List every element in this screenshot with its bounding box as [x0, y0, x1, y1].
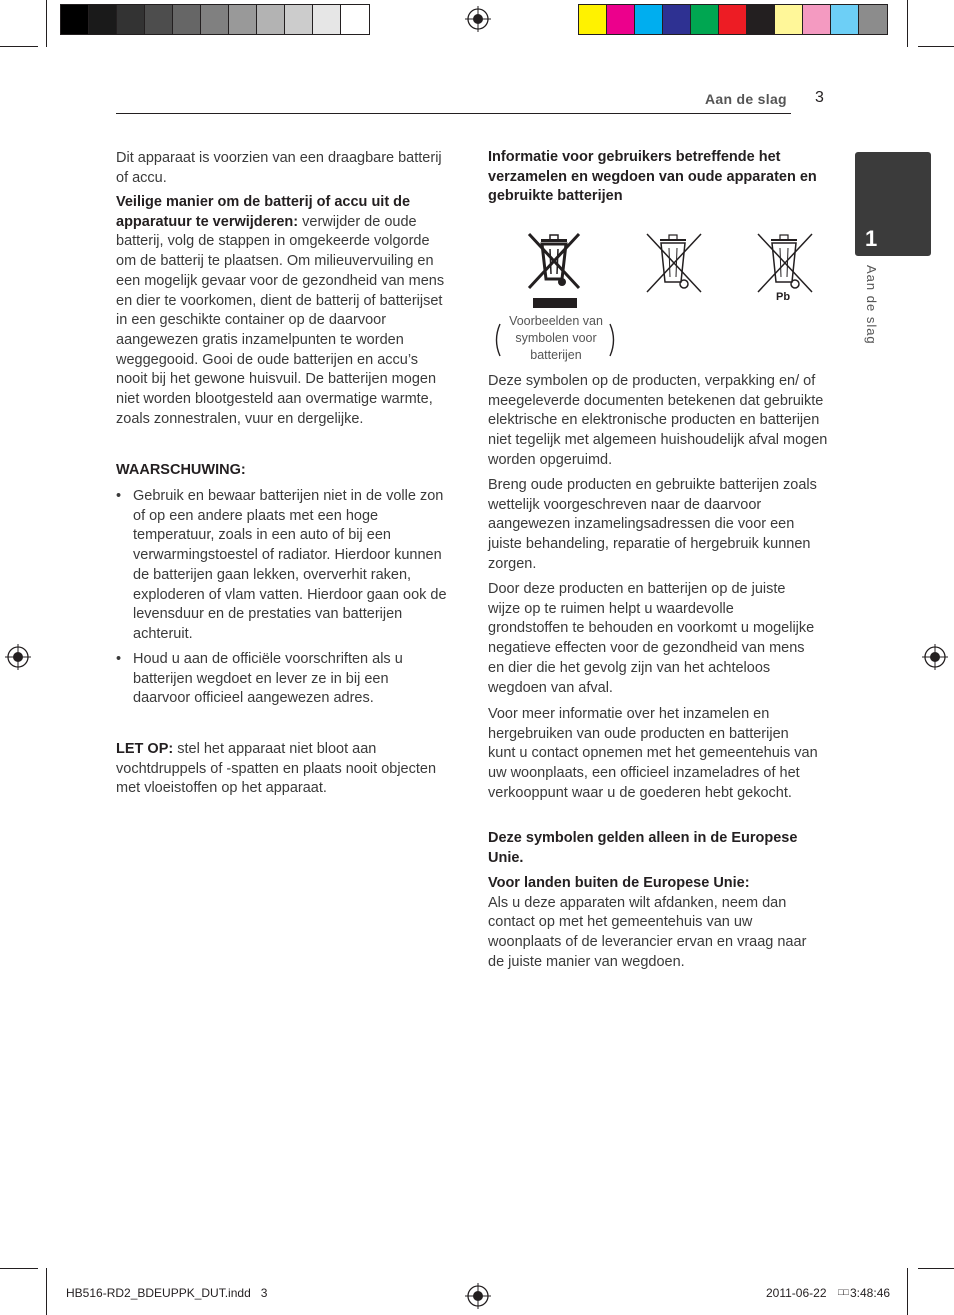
weee-paragraph-4: Voor meer informatie over het inzamelen en hergebruiken van oude producten en batterijen kunt u contact opnemen met het gemeentehuis van uw woonplaats, een officieel inzameladres of het verkooppunt waar u de goederen hebt gekocht.	[488, 706, 818, 801]
non-eu-paragraph	[488, 874, 818, 973]
color-swatch	[719, 5, 747, 34]
gray-swatch	[117, 5, 145, 34]
gray-swatch	[89, 5, 117, 34]
color-swatch	[831, 5, 859, 34]
battery-removal-text: verwijder de oude batterij, volg de stappen in omgekeerde volgorde om de batterij te plaatsen. Om milieuvervuiling en een mogelijk gevaar voor de gezondheid van mens en dier te voorkomen, dient de batterij of batterijset in een geschikte container op de daarvoor aangewezen gratis inzamelpunten te worden weggegooid. Gooi de oude batterijen en accu’s nooit bij het gewone huisvuil. De batterijen mogen niet worden blootgesteld aan overmatige warmte, zoals zonnestralen, vuur en dergelijke.	[116, 213, 445, 427]
header-rule	[116, 113, 791, 114]
color-swatch	[747, 5, 775, 34]
crop-mark	[918, 46, 954, 47]
left-bracket-icon	[490, 322, 502, 358]
caution-label: LET OP:	[116, 741, 174, 757]
crop-mark	[0, 46, 38, 47]
crop-mark	[46, 1268, 47, 1315]
footer-time: 3:48:46	[850, 1286, 891, 1300]
battery-removal-paragraph	[116, 193, 450, 429]
footer-time-marker: □□	[838, 1287, 849, 1297]
gray-swatch	[173, 5, 201, 34]
crossed-bin-battery-icon	[526, 232, 584, 310]
caution-paragraph	[116, 740, 454, 799]
chapter-number: 1	[865, 226, 878, 251]
chapter-tab	[855, 152, 931, 256]
crop-mark	[907, 1268, 908, 1315]
bullet-symbol: •	[116, 488, 122, 504]
weee-paragraph-2: Breng oude producten en gebruikte batterijen zoals wettelijk voorgeschreven naar de daarvoor aangewezen inzamelingsadressen die voor een juiste behandeling, reparatie of hergebruik kunnen zorgen.	[488, 477, 817, 572]
gray-swatch	[201, 5, 229, 34]
intro-paragraph: Dit apparaat is voorzien van een draagbare batterij of accu.	[116, 150, 442, 186]
non-eu-text: Als u deze apparaten wilt afdanken, neem dan contact op met het gemeentehuis van uw woonplaats of de leverancier ervan en vraag naar de juiste manier van wegdoen.	[488, 894, 807, 970]
warning-bullet-2: Houd u aan de officiële voorschriften als u batterijen wegdoet en lever ze in bij een daarvoor officieel aangewezen adres.	[133, 651, 403, 707]
gray-swatch	[313, 5, 341, 34]
weee-paragraph-1: Deze symbolen op de producten, verpakking en/ of meegeleverde documenten betekenen dat gebruikte elektrische en elektronische producten en batterijen niet tegelijk met algemeen huishoudelijk afval mogen worden opgeruimd.	[488, 373, 828, 468]
footer-filename: HB516-RD2_BDEUPPK_DUT.indd 3	[66, 1286, 268, 1300]
eu-only-notice: Deze symbolen gelden alleen in de Europese Unie.	[488, 830, 798, 866]
grayscale-color-bar	[60, 4, 370, 35]
crossed-bin-pb-icon	[756, 232, 814, 294]
non-eu-title: Voor landen buiten de Europese Unie:	[488, 875, 750, 891]
footer-date: 2011-06-22	[766, 1286, 827, 1300]
color-swatch	[775, 5, 803, 34]
process-color-bar	[578, 4, 888, 35]
caution-text: stel het apparaat niet bloot aan vochtdruppels of -spatten en plaats nooit objecten met vloeistoffen op het apparaat.	[116, 741, 437, 797]
registration-mark-icon	[465, 1283, 491, 1309]
right-bracket-icon	[608, 322, 620, 358]
color-swatch	[579, 5, 607, 34]
crop-mark	[918, 1268, 954, 1269]
gray-swatch	[229, 5, 257, 34]
page-number: 3	[815, 89, 824, 106]
color-swatch	[663, 5, 691, 34]
gray-swatch	[285, 5, 313, 34]
crossed-bin-hg-icon	[645, 232, 703, 294]
color-swatch	[859, 5, 887, 34]
warning-bullet-1: Gebruik en bewaar batterijen niet in de volle zon of op een andere plaats met een hoge temperatuur, zoals in een auto of bij een verwarmingstoestel of radiator. Hierdoor kunnen de batterijen gaan lekken, oververhit raken, exploderen of vlam vatten. Hierdoor gaan ook de levensduur en de prestaties van batterijen achteruit.	[133, 488, 447, 642]
gray-swatch	[61, 5, 89, 34]
weee-paragraph-3: Door deze producten en batterijen op de juiste wijze op te ruimen helpt u waardevolle grondstoffen te behouden en voorkomt u mogelijke negatieve effecten voor de gezondheid van mens en dier die het gevolg zijn van het achteloos wegdoen van afval.	[488, 581, 815, 696]
registration-mark-icon	[5, 644, 31, 670]
symbol-caption: Voorbeelden van symbolen voor batterijen	[509, 314, 603, 362]
registration-mark-icon	[465, 6, 491, 32]
crop-mark	[46, 0, 47, 47]
warning-title: WAARSCHUWING:	[116, 462, 246, 478]
pb-label: Pb	[776, 291, 791, 303]
chapter-side-label: Aan de slag	[864, 265, 879, 345]
color-swatch	[691, 5, 719, 34]
bullet-symbol: •	[116, 651, 122, 667]
gray-swatch	[145, 5, 173, 34]
weee-heading: Informatie voor gebruikers betreffende het verzamelen en wegdoen van oude apparaten en gebruikte batterijen	[488, 149, 817, 205]
battery-removal-title: Veilige manier om de batterij of accu uit de apparatuur te verwijderen:	[116, 194, 411, 230]
gray-swatch	[257, 5, 285, 34]
gray-swatch	[341, 5, 369, 34]
registration-mark-icon	[922, 644, 948, 670]
color-swatch	[607, 5, 635, 34]
color-swatch	[635, 5, 663, 34]
color-swatch	[803, 5, 831, 34]
crop-mark	[0, 1268, 38, 1269]
header-section-title: Aan de slag	[705, 91, 787, 107]
crop-mark	[907, 0, 908, 47]
